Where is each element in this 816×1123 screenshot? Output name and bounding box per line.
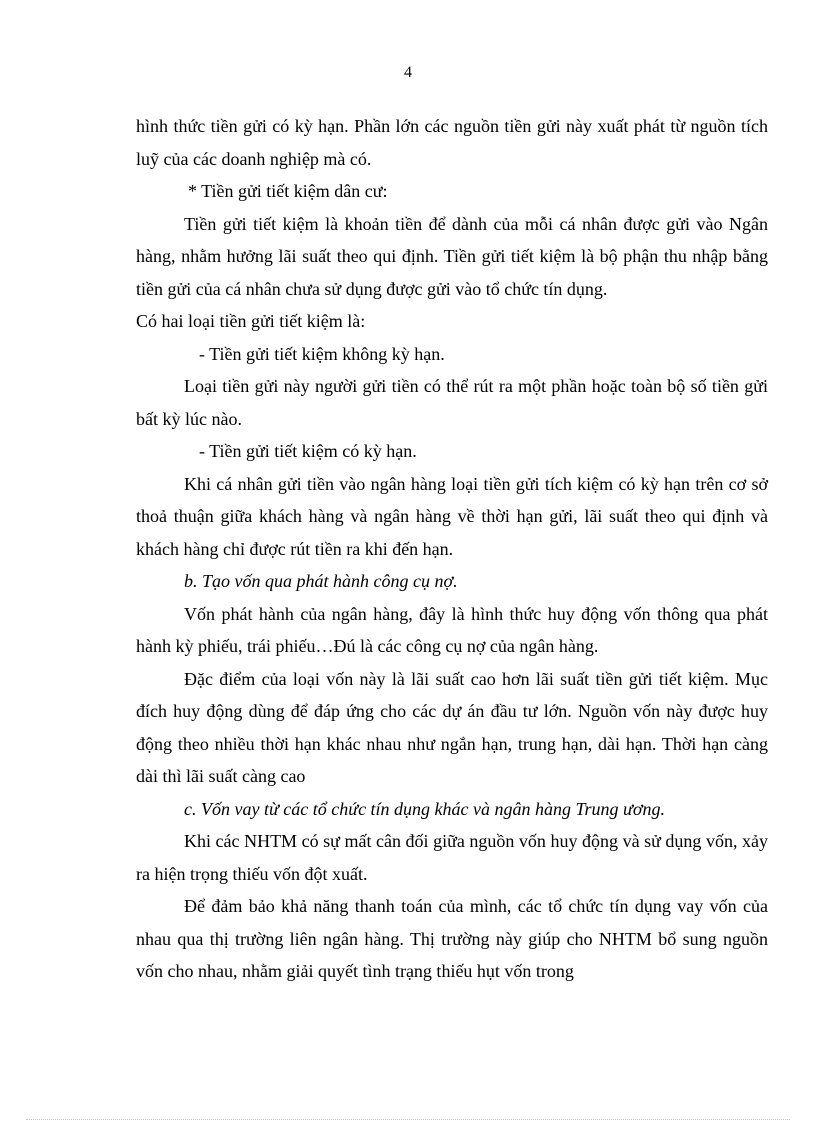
page-number: 4	[404, 64, 412, 81]
section-heading-b: b. Tạo vốn qua phát hành công cụ nợ.	[184, 571, 458, 591]
list-item-demand-savings: - Tiền gửi tiết kiệm không kỳ hạn.	[199, 343, 445, 364]
page-bottom-border	[26, 1119, 790, 1120]
paragraph-continuation: hình thức tiền gửi có kỳ hạn. Phần lớn các nguồn tiền gửi này xuất phát từ nguồn tích luỹ của các doanh nghiệp mà có.	[136, 116, 768, 169]
document-body	[136, 110, 768, 988]
paragraph-capital-imbalance: Khi các NHTM có sự mất cân đối giữa nguồn vốn huy động và sử dụng vốn, xảy ra hiện trọng thiếu vốn đột xuất.	[136, 831, 768, 884]
paragraph-term-savings: Khi cá nhân gửi tiền vào ngân hàng loại tiền gửi tích kiệm có kỳ hạn trên cơ sở thoả thuận giữa khách hàng và ngân hàng về thời hạn gửi, lãi suất theo qui định và khách hàng chỉ được rút tiền ra khi đến hạn.	[136, 473, 768, 559]
paragraph-demand-savings: Loại tiền gửi này người gửi tiền có thể rút ra một phần hoặc toàn bộ số tiền gửi bất kỳ lúc nào.	[136, 376, 768, 429]
paragraph-savings-definition: Tiền gửi tiết kiệm là khoản tiền để dành của mỗi cá nhân được gửi vào Ngân hàng, nhằm hưởng lãi suất theo qui định. Tiền gửi tiết kiệm là bộ phận thu nhập bằng tiền gửi của cá nhân chưa sử dụng được gửi vào tổ chức tín dụng.	[136, 213, 768, 299]
section-heading-c: c. Vốn vay từ các tổ chức tín dụng khác và ngân hàng Trung ương.	[184, 798, 665, 819]
paragraph-debt-characteristics: Đặc điểm của loại vốn này là lãi suất cao hơn lãi suất tiền gửi tiết kiệm. Mục đích huy động dùng để đáp ứng cho các dự án đầu tư lớn. Nguồn vốn này được huy động theo nhiều thời hạn khác nhau như ngắn hạn, trung hạn, dài hạn. Thời hạn càng dài thì lãi suất càng cao	[136, 668, 768, 786]
heading-savings-deposits: * Tiền gửi tiết kiệm dân cư:	[188, 181, 388, 201]
list-item-term-savings: - Tiền gửi tiết kiệm có kỳ hạn.	[199, 441, 417, 461]
paragraph-debt-instruments: Vốn phát hành của ngân hàng, đây là hình thức huy động vốn thông qua phát hành kỳ phiếu, trái phiếu…Đú là các công cụ nợ của ngân hàng.	[136, 603, 768, 656]
paragraph-savings-types-intro: Có hai loại tiền gửi tiết kiệm là:	[136, 311, 366, 331]
paragraph-interbank-market: Để đảm bảo khả năng thanh toán của mình, các tổ chức tín dụng vay vốn của nhau qua thị trường liên ngân hàng. Thị trường này giúp cho NHTM bổ sung nguồn vốn cho nhau, nhằm giải quyết tình trạng thiếu hụt vốn trong	[136, 896, 768, 981]
